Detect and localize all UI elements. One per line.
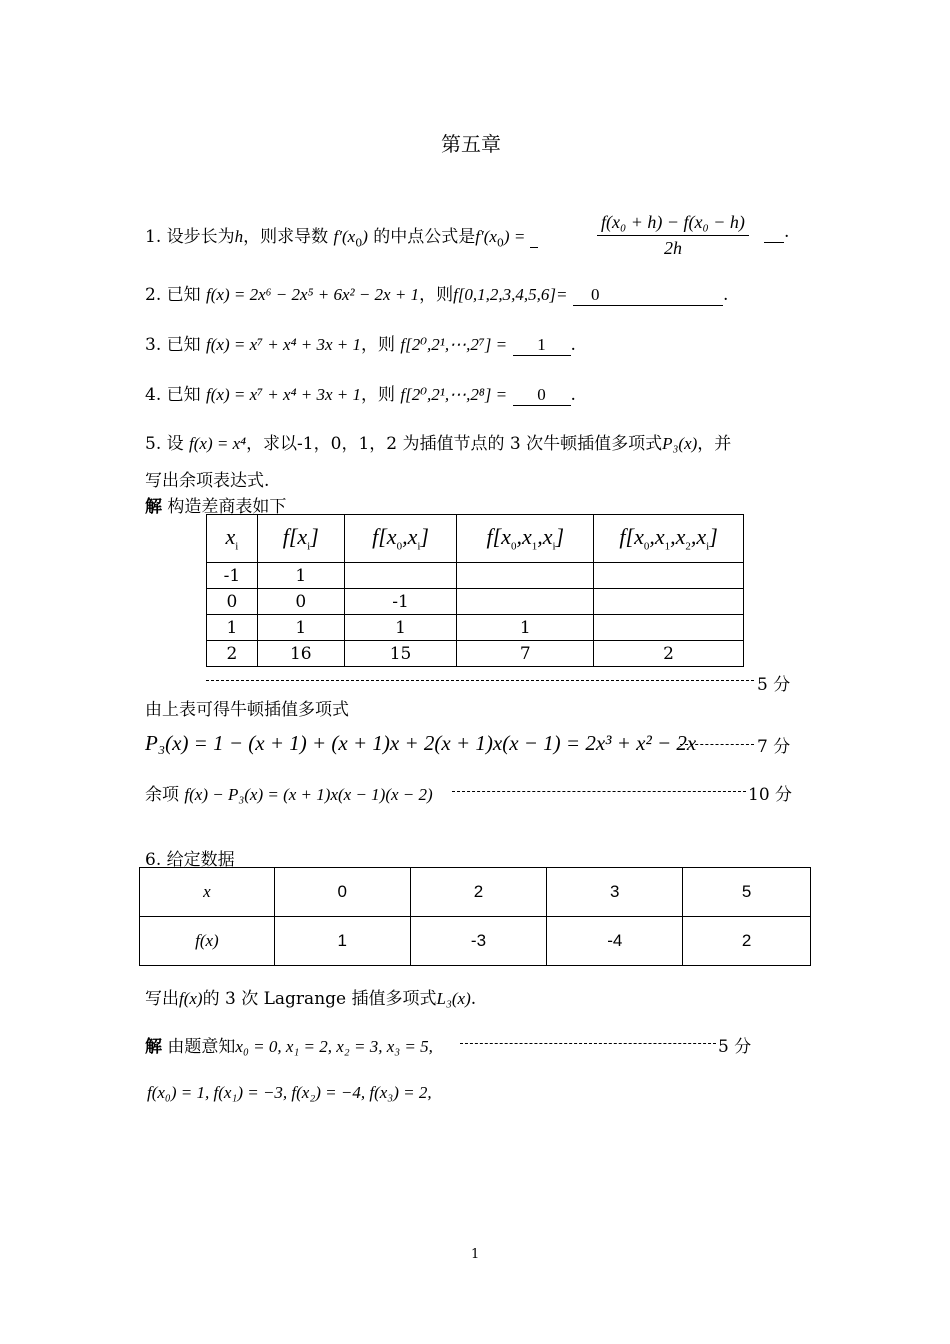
q1-lhs-sub: 0 — [496, 236, 504, 250]
q2-end: . — [722, 285, 729, 305]
table-header-row — [207, 515, 744, 563]
table-row-fx — [140, 917, 811, 966]
table-row — [207, 563, 744, 589]
remainder-formula: f(x) − P₃(x) = (x + 1)x(x − 1)(x − 2) — [184, 785, 433, 804]
table-cell: -1 — [344, 589, 457, 615]
q2-answer — [573, 285, 723, 306]
solution-text: 由题意知 — [167, 1037, 236, 1057]
q4-lead: 4. 已知 — [145, 385, 201, 405]
q6-task-a: 写出 — [145, 989, 179, 1009]
table-cell: -4 — [547, 917, 683, 966]
q1-lhs-end: ) = — [503, 227, 530, 246]
table-row — [207, 589, 744, 615]
dash-line — [206, 680, 754, 681]
q5-poly: P₃(x) — [662, 434, 698, 453]
q4-mid: ，则 — [360, 385, 395, 405]
page-title: 第五章 — [441, 132, 501, 156]
table-cell: 1 — [257, 615, 344, 641]
header-fxi: $f[x_i]$ — [257, 515, 344, 563]
table-cell: 1 — [207, 615, 258, 641]
table-row — [207, 641, 744, 667]
solution-values: f(x₀) = 1, f(x₁) = −3, f(x₂) = −4, f(x₃) = 2, — [147, 1083, 432, 1102]
table-cell: 5 — [683, 868, 811, 917]
q6-task-b: 的 3 次 Lagrange 插值多项式 — [202, 989, 437, 1009]
q3-mid: ，则 — [360, 335, 395, 355]
header-fx0x1x2xi: $f[x_0,x_1,x_2,x_i]$ — [594, 515, 744, 563]
q1-numerator: f(x₀ + h) − f(x₀ − h) — [597, 212, 749, 236]
q1-lead: 1. 设步长为 — [145, 227, 235, 247]
row-label-fx: f(x) — [140, 917, 275, 966]
q2-answer-value: 0 — [590, 285, 600, 304]
q3-lead: 3. 已知 — [145, 335, 201, 355]
q1-h: h — [234, 227, 244, 246]
solution-label: 解 — [145, 497, 162, 517]
question-4 — [145, 380, 576, 406]
given-data-table — [139, 867, 811, 966]
q1-end: . — [784, 222, 790, 242]
table-cell: 2 — [683, 917, 811, 966]
table-cell: 0 — [274, 868, 410, 917]
q4-query: f[2⁰,2¹,⋯,2⁸] = — [400, 385, 508, 404]
table-cell: 2 — [410, 868, 547, 917]
q5-expr: f(x) = x⁴ — [189, 434, 247, 453]
table-cell: 15 — [344, 641, 457, 667]
table-cell — [457, 589, 594, 615]
solution-nodes: x₀ = 0, x₁ = 2, x₂ = 3, x₃ = 5, — [235, 1037, 433, 1056]
question-3 — [145, 330, 576, 356]
newton-formula: P₃(x) = 1 − (x + 1) + (x + 1)x + 2(x + 1)x(x − 1) = 2x³ + x² − 2x — [145, 731, 697, 755]
q3-answer — [513, 335, 571, 356]
solution-label: 解 — [145, 1037, 162, 1057]
table-cell — [594, 589, 744, 615]
q4-end: . — [570, 385, 576, 405]
q2-expr: f(x) = 2x⁶ − 2x⁵ + 6x² − 2x + 1 — [206, 285, 420, 304]
q1-denominator: 2h — [663, 238, 682, 258]
question-6: 6. 给定数据 — [145, 850, 235, 870]
table-cell: 2 — [207, 641, 258, 667]
score-mark: 7 分 — [757, 737, 791, 757]
q1-blank-right — [764, 222, 784, 243]
table-cell — [594, 563, 744, 589]
q5-tail: ，并 — [697, 434, 732, 454]
table-cell: 1 — [457, 615, 594, 641]
question-5-line2: 写出余项表达式. — [145, 471, 270, 491]
score-mark: 5 分 — [757, 675, 791, 695]
question-5-line1 — [145, 429, 731, 454]
remainder-label: 余项 — [145, 785, 179, 805]
q5-lead: 5. 设 — [145, 434, 184, 454]
row-label-x: x — [140, 868, 275, 917]
question-2 — [145, 280, 728, 306]
q3-expr: f(x) = x⁷ + x⁴ + 3x + 1 — [206, 335, 361, 354]
dash-line — [460, 1043, 716, 1044]
table-cell — [594, 615, 744, 641]
q1-blank-left — [530, 227, 538, 248]
q1-fraction — [597, 212, 749, 259]
q4-expr: f(x) = x⁷ + x⁴ + 3x + 1 — [206, 385, 361, 404]
q1-fprime-end: ) — [362, 227, 368, 246]
newton-intro: 由上表可得牛顿插值多项式 — [145, 700, 349, 720]
q6-task-L: L₃(x) — [436, 989, 471, 1008]
table-cell — [344, 563, 457, 589]
solution-text: 构造差商表如下 — [167, 497, 287, 517]
table-cell: 1 — [344, 615, 457, 641]
divided-difference-table — [206, 514, 744, 667]
q2-mid: ，则 — [419, 285, 454, 305]
q6-solution-line1 — [145, 1032, 433, 1057]
table-cell: -3 — [410, 917, 547, 966]
q6-task — [145, 984, 476, 1009]
q1-fprime: f′(x — [333, 227, 356, 246]
q1-fprime-sub: 0 — [355, 236, 363, 250]
remainder-line — [145, 780, 433, 805]
header-fx0x1xi: $f[x_0,x_1,x_i]$ — [457, 515, 594, 563]
q6-task-f: f(x) — [179, 989, 203, 1008]
q2-query: f[0,1,2,3,4,5,6]= — [453, 285, 568, 304]
q5-text: ，求以-1，0，1，2 为插值节点的 3 次牛顿插值多项式 — [246, 434, 663, 454]
score-mark: 5 分 — [718, 1037, 752, 1057]
table-row — [207, 615, 744, 641]
q6-task-end: . — [470, 989, 477, 1009]
table-cell: 1 — [257, 563, 344, 589]
header-fx0xi: $f[x_0,x_i]$ — [344, 515, 457, 563]
table-cell: 0 — [257, 589, 344, 615]
q1-tail — [764, 222, 789, 243]
dash-line — [452, 791, 746, 792]
q4-answer-value: 0 — [537, 385, 546, 404]
table-cell: 16 — [257, 641, 344, 667]
table-cell: 2 — [594, 641, 744, 667]
table-cell: 1 — [274, 917, 410, 966]
table-row-x — [140, 868, 811, 917]
table-cell: 3 — [547, 868, 683, 917]
q3-query: f[2⁰,2¹,⋯,2⁷] = — [400, 335, 508, 354]
dash-line — [680, 744, 754, 745]
question-1 — [145, 222, 538, 249]
q1-mid2: 的中点公式是 — [373, 227, 476, 247]
table-cell: 0 — [207, 589, 258, 615]
table-cell: 7 — [457, 641, 594, 667]
score-mark: 10 分 — [748, 785, 793, 805]
page-number: 1 — [471, 1247, 480, 1262]
q3-end: . — [570, 335, 576, 355]
q1-mid: ，则求导数 — [243, 227, 329, 247]
table-cell — [457, 563, 594, 589]
q4-answer — [513, 385, 571, 406]
q1-lhs: f′(x — [475, 227, 497, 246]
table-cell: -1 — [207, 563, 258, 589]
header-xi: $x_i$ — [207, 515, 258, 563]
q2-lead: 2. 已知 — [145, 285, 201, 305]
q3-answer-value: 1 — [537, 335, 546, 354]
